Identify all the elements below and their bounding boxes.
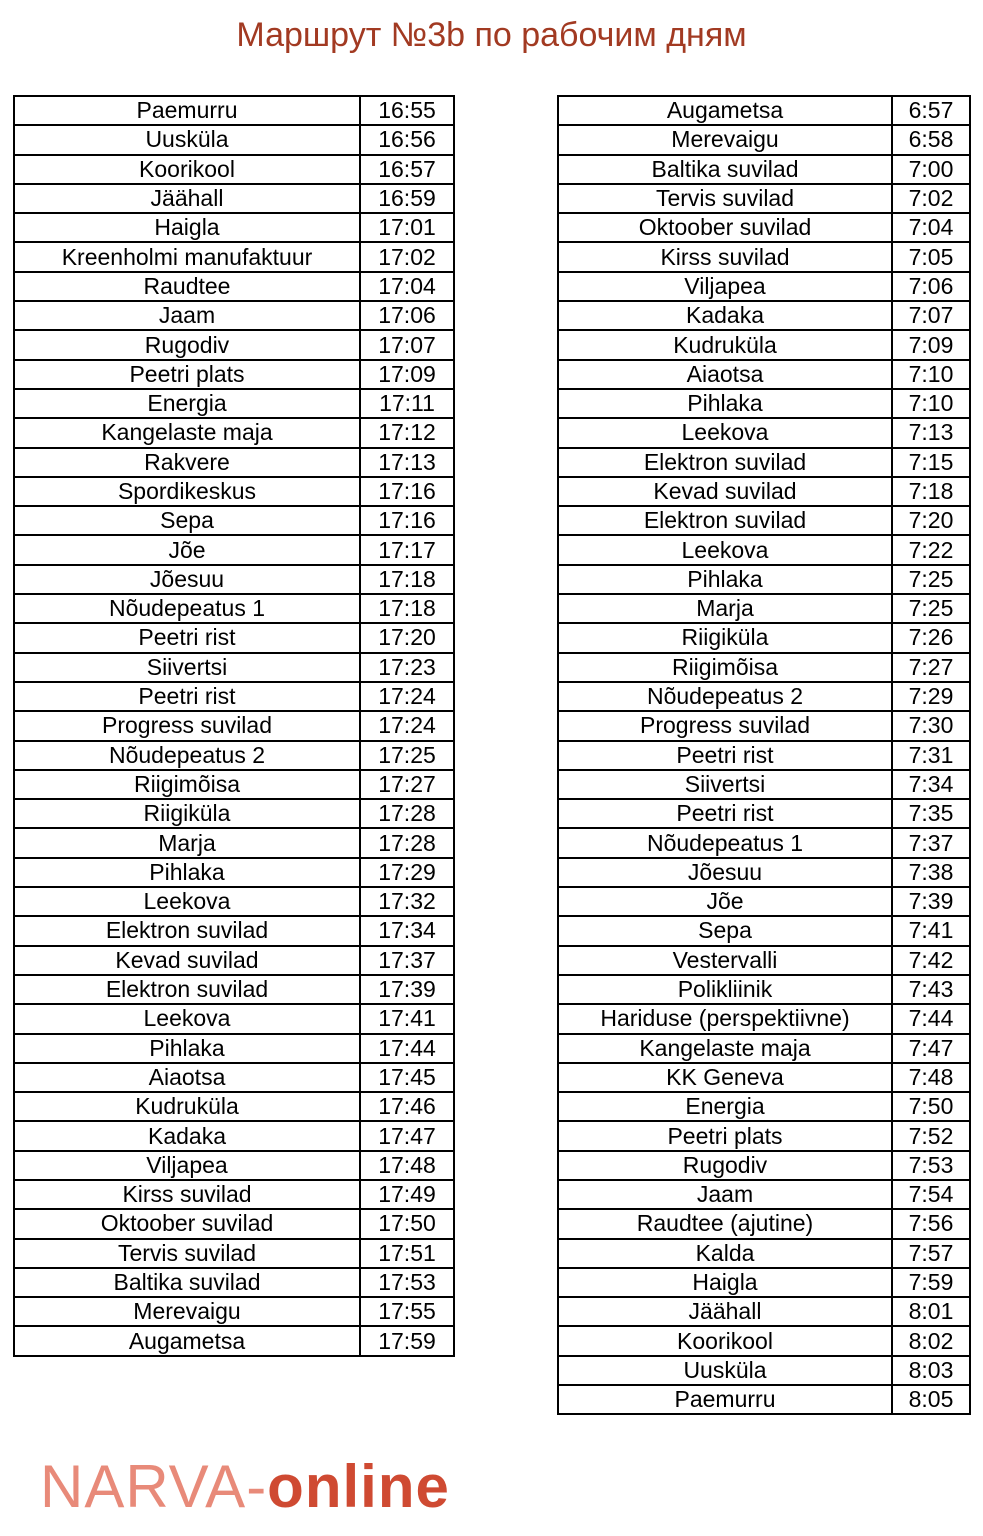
departure-time-cell: 7:30 — [892, 711, 970, 740]
stop-name-cell: Kevad suvilad — [558, 477, 892, 506]
departure-time-cell: 7:02 — [892, 184, 970, 213]
table-row — [558, 682, 970, 711]
stop-name-cell: Peetri rist — [14, 623, 360, 652]
table-row — [14, 799, 454, 828]
stop-name-cell: Siivertsi — [558, 770, 892, 799]
table-row — [558, 711, 970, 740]
departure-time-cell: 17:27 — [360, 770, 454, 799]
stop-name-cell: Merevaigu — [14, 1297, 360, 1326]
table-row — [558, 155, 970, 184]
table-row — [558, 565, 970, 594]
departure-time-cell: 7:25 — [892, 565, 970, 594]
table-row — [14, 682, 454, 711]
table-row — [558, 1385, 970, 1414]
departure-time-cell: 17:39 — [360, 975, 454, 1004]
stop-name-cell: Kudruküla — [14, 1092, 360, 1121]
stop-name-cell: Progress suvilad — [14, 711, 360, 740]
departure-time-cell: 7:54 — [892, 1180, 970, 1209]
table-row — [14, 301, 454, 330]
table-row — [558, 770, 970, 799]
departure-time-cell: 17:24 — [360, 682, 454, 711]
table-row — [558, 477, 970, 506]
table-row — [14, 828, 454, 857]
stop-name-cell: Haigla — [558, 1268, 892, 1297]
departure-time-cell: 7:20 — [892, 506, 970, 535]
departure-time-cell: 17:09 — [360, 360, 454, 389]
table-row — [14, 594, 454, 623]
departure-time-cell: 17:28 — [360, 828, 454, 857]
stop-name-cell: Kadaka — [558, 301, 892, 330]
departure-time-cell: 16:56 — [360, 125, 454, 154]
table-row — [558, 1209, 970, 1238]
departure-time-cell: 17:23 — [360, 653, 454, 682]
stop-name-cell: Koorikool — [14, 155, 360, 184]
stop-name-cell: Kangelaste maja — [14, 418, 360, 447]
stop-name-cell: Spordikeskus — [14, 477, 360, 506]
departure-time-cell: 17:29 — [360, 858, 454, 887]
stop-name-cell: Kudruküla — [558, 330, 892, 359]
stop-name-cell: Riigimõisa — [558, 653, 892, 682]
departure-time-cell: 7:07 — [892, 301, 970, 330]
departure-time-cell: 17:07 — [360, 330, 454, 359]
table-row — [558, 242, 970, 271]
departure-time-cell: 7:27 — [892, 653, 970, 682]
table-row — [14, 916, 454, 945]
table-row — [558, 887, 970, 916]
logo-dash: - — [246, 1453, 268, 1520]
table-row — [558, 1326, 970, 1355]
table-row — [14, 1209, 454, 1238]
stop-name-cell: Riigiküla — [558, 623, 892, 652]
stop-name-cell: Energia — [558, 1092, 892, 1121]
stop-name-cell: Jõesuu — [14, 565, 360, 594]
table-row — [14, 1326, 454, 1355]
table-row — [14, 96, 454, 125]
stop-name-cell: Jäähall — [14, 184, 360, 213]
stop-name-cell: Peetri rist — [558, 799, 892, 828]
stop-name-cell: Paemurru — [558, 1385, 892, 1414]
stop-name-cell: Energia — [14, 389, 360, 418]
stop-name-cell: Pihlaka — [14, 858, 360, 887]
stop-name-cell: Nõudepeatus 2 — [558, 682, 892, 711]
stop-name-cell: Kirss suvilad — [14, 1180, 360, 1209]
departure-time-cell: 7:05 — [892, 242, 970, 271]
departure-time-cell: 17:55 — [360, 1297, 454, 1326]
table-row — [558, 1297, 970, 1326]
table-row — [558, 96, 970, 125]
departure-time-cell: 17:13 — [360, 448, 454, 477]
stop-name-cell: Viljapea — [14, 1151, 360, 1180]
table-row — [14, 946, 454, 975]
departure-time-cell: 7:10 — [892, 360, 970, 389]
table-row — [558, 828, 970, 857]
stop-name-cell: Rugodiv — [14, 330, 360, 359]
table-row — [14, 1297, 454, 1326]
table-row — [558, 535, 970, 564]
table-row — [14, 125, 454, 154]
departure-time-cell: 17:16 — [360, 477, 454, 506]
schedule-table-left — [13, 95, 455, 1357]
table-row — [14, 448, 454, 477]
stop-name-cell: Rakvere — [14, 448, 360, 477]
table-row — [558, 1063, 970, 1092]
stop-name-cell: Baltika suvilad — [558, 155, 892, 184]
stop-name-cell: Oktoober suvilad — [558, 213, 892, 242]
departure-time-cell: 17:44 — [360, 1034, 454, 1063]
stop-name-cell: Aiaotsa — [558, 360, 892, 389]
departure-time-cell: 7:53 — [892, 1151, 970, 1180]
departure-time-cell: 7:18 — [892, 477, 970, 506]
table-row — [14, 477, 454, 506]
departure-time-cell: 7:39 — [892, 887, 970, 916]
stop-name-cell: Viljapea — [558, 272, 892, 301]
stop-name-cell: Pihlaka — [14, 1034, 360, 1063]
stop-name-cell: Augametsa — [14, 1326, 360, 1355]
stop-name-cell: Kevad suvilad — [14, 946, 360, 975]
stop-name-cell: Nõudepeatus 1 — [558, 828, 892, 857]
departure-time-cell: 17:18 — [360, 594, 454, 623]
table-row — [14, 1239, 454, 1268]
stop-name-cell: Polikliinik — [558, 975, 892, 1004]
departure-time-cell: 17:53 — [360, 1268, 454, 1297]
stop-name-cell: Leekova — [558, 418, 892, 447]
departure-time-cell: 17:51 — [360, 1239, 454, 1268]
stop-name-cell: Elektron suvilad — [558, 506, 892, 535]
departure-time-cell: 6:58 — [892, 125, 970, 154]
departure-time-cell: 7:59 — [892, 1268, 970, 1297]
stop-name-cell: Hariduse (perspektiivne) — [558, 1004, 892, 1033]
table-row — [558, 653, 970, 682]
departure-time-cell: 17:32 — [360, 887, 454, 916]
stop-name-cell: Pihlaka — [558, 389, 892, 418]
departure-time-cell: 7:52 — [892, 1121, 970, 1150]
departure-time-cell: 16:55 — [360, 96, 454, 125]
departure-time-cell: 17:02 — [360, 242, 454, 271]
stop-name-cell: Marja — [14, 828, 360, 857]
stop-name-cell: Tervis suvilad — [14, 1239, 360, 1268]
departure-time-cell: 7:57 — [892, 1239, 970, 1268]
stop-name-cell: Kalda — [558, 1239, 892, 1268]
stop-name-cell: Progress suvilad — [558, 711, 892, 740]
stop-name-cell: Elektron suvilad — [14, 916, 360, 945]
table-row — [558, 799, 970, 828]
table-row — [558, 1356, 970, 1385]
departure-time-cell: 7:47 — [892, 1034, 970, 1063]
stop-name-cell: Raudtee — [14, 272, 360, 301]
table-row — [14, 1092, 454, 1121]
table-row — [558, 1004, 970, 1033]
departure-time-cell: 17:16 — [360, 506, 454, 535]
table-row — [558, 946, 970, 975]
departure-time-cell: 17:24 — [360, 711, 454, 740]
table-row — [14, 242, 454, 271]
table-row — [558, 360, 970, 389]
stop-name-cell: Siivertsi — [14, 653, 360, 682]
departure-time-cell: 17:17 — [360, 535, 454, 564]
departure-time-cell: 7:50 — [892, 1092, 970, 1121]
stop-name-cell: Kadaka — [14, 1121, 360, 1150]
stop-name-cell: Riigiküla — [14, 799, 360, 828]
table-row — [14, 565, 454, 594]
table-row — [14, 975, 454, 1004]
departure-time-cell: 7:10 — [892, 389, 970, 418]
table-row — [558, 1268, 970, 1297]
departure-time-cell: 17:50 — [360, 1209, 454, 1238]
table-row — [558, 125, 970, 154]
stop-name-cell: Riigimõisa — [14, 770, 360, 799]
departure-time-cell: 7:43 — [892, 975, 970, 1004]
stop-name-cell: Uusküla — [14, 125, 360, 154]
stop-name-cell: Kirss suvilad — [558, 242, 892, 271]
logo-online-text: online — [267, 1453, 450, 1520]
stop-name-cell: Baltika suvilad — [14, 1268, 360, 1297]
departure-time-cell: 7:56 — [892, 1209, 970, 1238]
stop-name-cell: Vestervalli — [558, 946, 892, 975]
table-row — [14, 389, 454, 418]
stop-name-cell: Nõudepeatus 2 — [14, 741, 360, 770]
table-row — [14, 360, 454, 389]
stop-name-cell: Jõe — [558, 887, 892, 916]
departure-time-cell: 17:06 — [360, 301, 454, 330]
departure-time-cell: 16:59 — [360, 184, 454, 213]
stop-name-cell: KK Geneva — [558, 1063, 892, 1092]
stop-name-cell: Peetri rist — [14, 682, 360, 711]
departure-time-cell: 17:12 — [360, 418, 454, 447]
table-row — [14, 272, 454, 301]
stop-name-cell: Leekova — [14, 887, 360, 916]
departure-time-cell: 7:35 — [892, 799, 970, 828]
stop-name-cell: Jaam — [558, 1180, 892, 1209]
departure-time-cell: 8:05 — [892, 1385, 970, 1414]
stop-name-cell: Paemurru — [14, 96, 360, 125]
departure-time-cell: 17:34 — [360, 916, 454, 945]
departure-time-cell: 17:04 — [360, 272, 454, 301]
table-row — [558, 213, 970, 242]
table-row — [14, 1121, 454, 1150]
stop-name-cell: Marja — [558, 594, 892, 623]
table-row — [14, 418, 454, 447]
stop-name-cell: Leekova — [558, 535, 892, 564]
departure-time-cell: 17:11 — [360, 389, 454, 418]
table-row — [558, 301, 970, 330]
stop-name-cell: Uusküla — [558, 1356, 892, 1385]
departure-time-cell: 17:18 — [360, 565, 454, 594]
table-row — [558, 741, 970, 770]
departure-time-cell: 17:25 — [360, 741, 454, 770]
departure-time-cell: 7:15 — [892, 448, 970, 477]
departure-time-cell: 17:48 — [360, 1151, 454, 1180]
table-row — [14, 506, 454, 535]
table-row — [558, 594, 970, 623]
table-row — [558, 184, 970, 213]
table-row — [14, 858, 454, 887]
stop-name-cell: Pihlaka — [558, 565, 892, 594]
stop-name-cell: Jäähall — [558, 1297, 892, 1326]
stop-name-cell: Sepa — [558, 916, 892, 945]
departure-time-cell: 7:04 — [892, 213, 970, 242]
departure-time-cell: 7:26 — [892, 623, 970, 652]
table-row — [14, 1268, 454, 1297]
departure-time-cell: 16:57 — [360, 155, 454, 184]
table-row — [14, 741, 454, 770]
stop-name-cell: Augametsa — [558, 96, 892, 125]
departure-time-cell: 17:46 — [360, 1092, 454, 1121]
departure-time-cell: 7:44 — [892, 1004, 970, 1033]
departure-time-cell: 17:01 — [360, 213, 454, 242]
table-row — [14, 1004, 454, 1033]
departure-time-cell: 7:41 — [892, 916, 970, 945]
departure-time-cell: 8:02 — [892, 1326, 970, 1355]
departure-time-cell: 7:06 — [892, 272, 970, 301]
stop-name-cell: Elektron suvilad — [14, 975, 360, 1004]
stop-name-cell: Peetri plats — [14, 360, 360, 389]
narva-online-logo — [40, 1452, 470, 1522]
departure-time-cell: 17:37 — [360, 946, 454, 975]
table-row — [14, 653, 454, 682]
departure-time-cell: 17:49 — [360, 1180, 454, 1209]
table-row — [14, 770, 454, 799]
departure-time-cell: 8:03 — [892, 1356, 970, 1385]
schedule-table-right — [557, 95, 971, 1415]
table-row — [558, 975, 970, 1004]
table-row — [558, 418, 970, 447]
stop-name-cell: Aiaotsa — [14, 1063, 360, 1092]
stop-name-cell: Elektron suvilad — [558, 448, 892, 477]
stop-name-cell: Leekova — [14, 1004, 360, 1033]
departure-time-cell: 7:00 — [892, 155, 970, 184]
logo-narva-text: NARVA — [40, 1453, 247, 1520]
departure-time-cell: 17:47 — [360, 1121, 454, 1150]
table-row — [558, 1121, 970, 1150]
departure-time-cell: 17:59 — [360, 1326, 454, 1355]
table-row — [558, 623, 970, 652]
table-row — [558, 1151, 970, 1180]
stop-name-cell: Jõesuu — [558, 858, 892, 887]
stop-name-cell: Haigla — [14, 213, 360, 242]
stop-name-cell: Peetri plats — [558, 1121, 892, 1150]
table-row — [14, 887, 454, 916]
stop-name-cell: Raudtee (ajutine) — [558, 1209, 892, 1238]
departure-time-cell: 17:28 — [360, 799, 454, 828]
table-row — [14, 1063, 454, 1092]
departure-time-cell: 8:01 — [892, 1297, 970, 1326]
table-row — [558, 1239, 970, 1268]
table-row — [558, 330, 970, 359]
departure-time-cell: 7:42 — [892, 946, 970, 975]
departure-time-cell: 7:37 — [892, 828, 970, 857]
departure-time-cell: 17:41 — [360, 1004, 454, 1033]
stop-name-cell: Oktoober suvilad — [14, 1209, 360, 1238]
table-row — [558, 916, 970, 945]
departure-time-cell: 7:29 — [892, 682, 970, 711]
table-row — [558, 858, 970, 887]
table-row — [14, 1180, 454, 1209]
table-row — [558, 1034, 970, 1063]
stop-name-cell: Sepa — [14, 506, 360, 535]
departure-time-cell: 7:48 — [892, 1063, 970, 1092]
page-title: Маршрут №3b по рабочим дням — [236, 16, 747, 54]
stop-name-cell: Nõudepeatus 1 — [14, 594, 360, 623]
stop-name-cell: Koorikool — [558, 1326, 892, 1355]
departure-time-cell: 7:13 — [892, 418, 970, 447]
table-row — [14, 213, 454, 242]
stop-name-cell: Peetri rist — [558, 741, 892, 770]
stop-name-cell: Jõe — [14, 535, 360, 564]
table-row — [14, 1034, 454, 1063]
table-row — [14, 1151, 454, 1180]
stop-name-cell: Tervis suvilad — [558, 184, 892, 213]
table-row — [558, 506, 970, 535]
table-row — [558, 1092, 970, 1121]
table-row — [558, 272, 970, 301]
departure-time-cell: 7:25 — [892, 594, 970, 623]
departure-time-cell: 7:34 — [892, 770, 970, 799]
table-row — [558, 389, 970, 418]
departure-time-cell: 7:09 — [892, 330, 970, 359]
stop-name-cell: Kangelaste maja — [558, 1034, 892, 1063]
table-row — [14, 330, 454, 359]
stop-name-cell: Merevaigu — [558, 125, 892, 154]
table-row — [14, 184, 454, 213]
table-row — [14, 623, 454, 652]
table-row — [558, 448, 970, 477]
departure-time-cell: 17:20 — [360, 623, 454, 652]
departure-time-cell: 7:31 — [892, 741, 970, 770]
table-row — [14, 711, 454, 740]
departure-time-cell: 6:57 — [892, 96, 970, 125]
departure-time-cell: 7:22 — [892, 535, 970, 564]
stop-name-cell: Jaam — [14, 301, 360, 330]
table-row — [14, 155, 454, 184]
table-row — [558, 1180, 970, 1209]
stop-name-cell: Kreenholmi manufaktuur — [14, 242, 360, 271]
departure-time-cell: 17:45 — [360, 1063, 454, 1092]
table-row — [14, 535, 454, 564]
departure-time-cell: 7:38 — [892, 858, 970, 887]
stop-name-cell: Rugodiv — [558, 1151, 892, 1180]
